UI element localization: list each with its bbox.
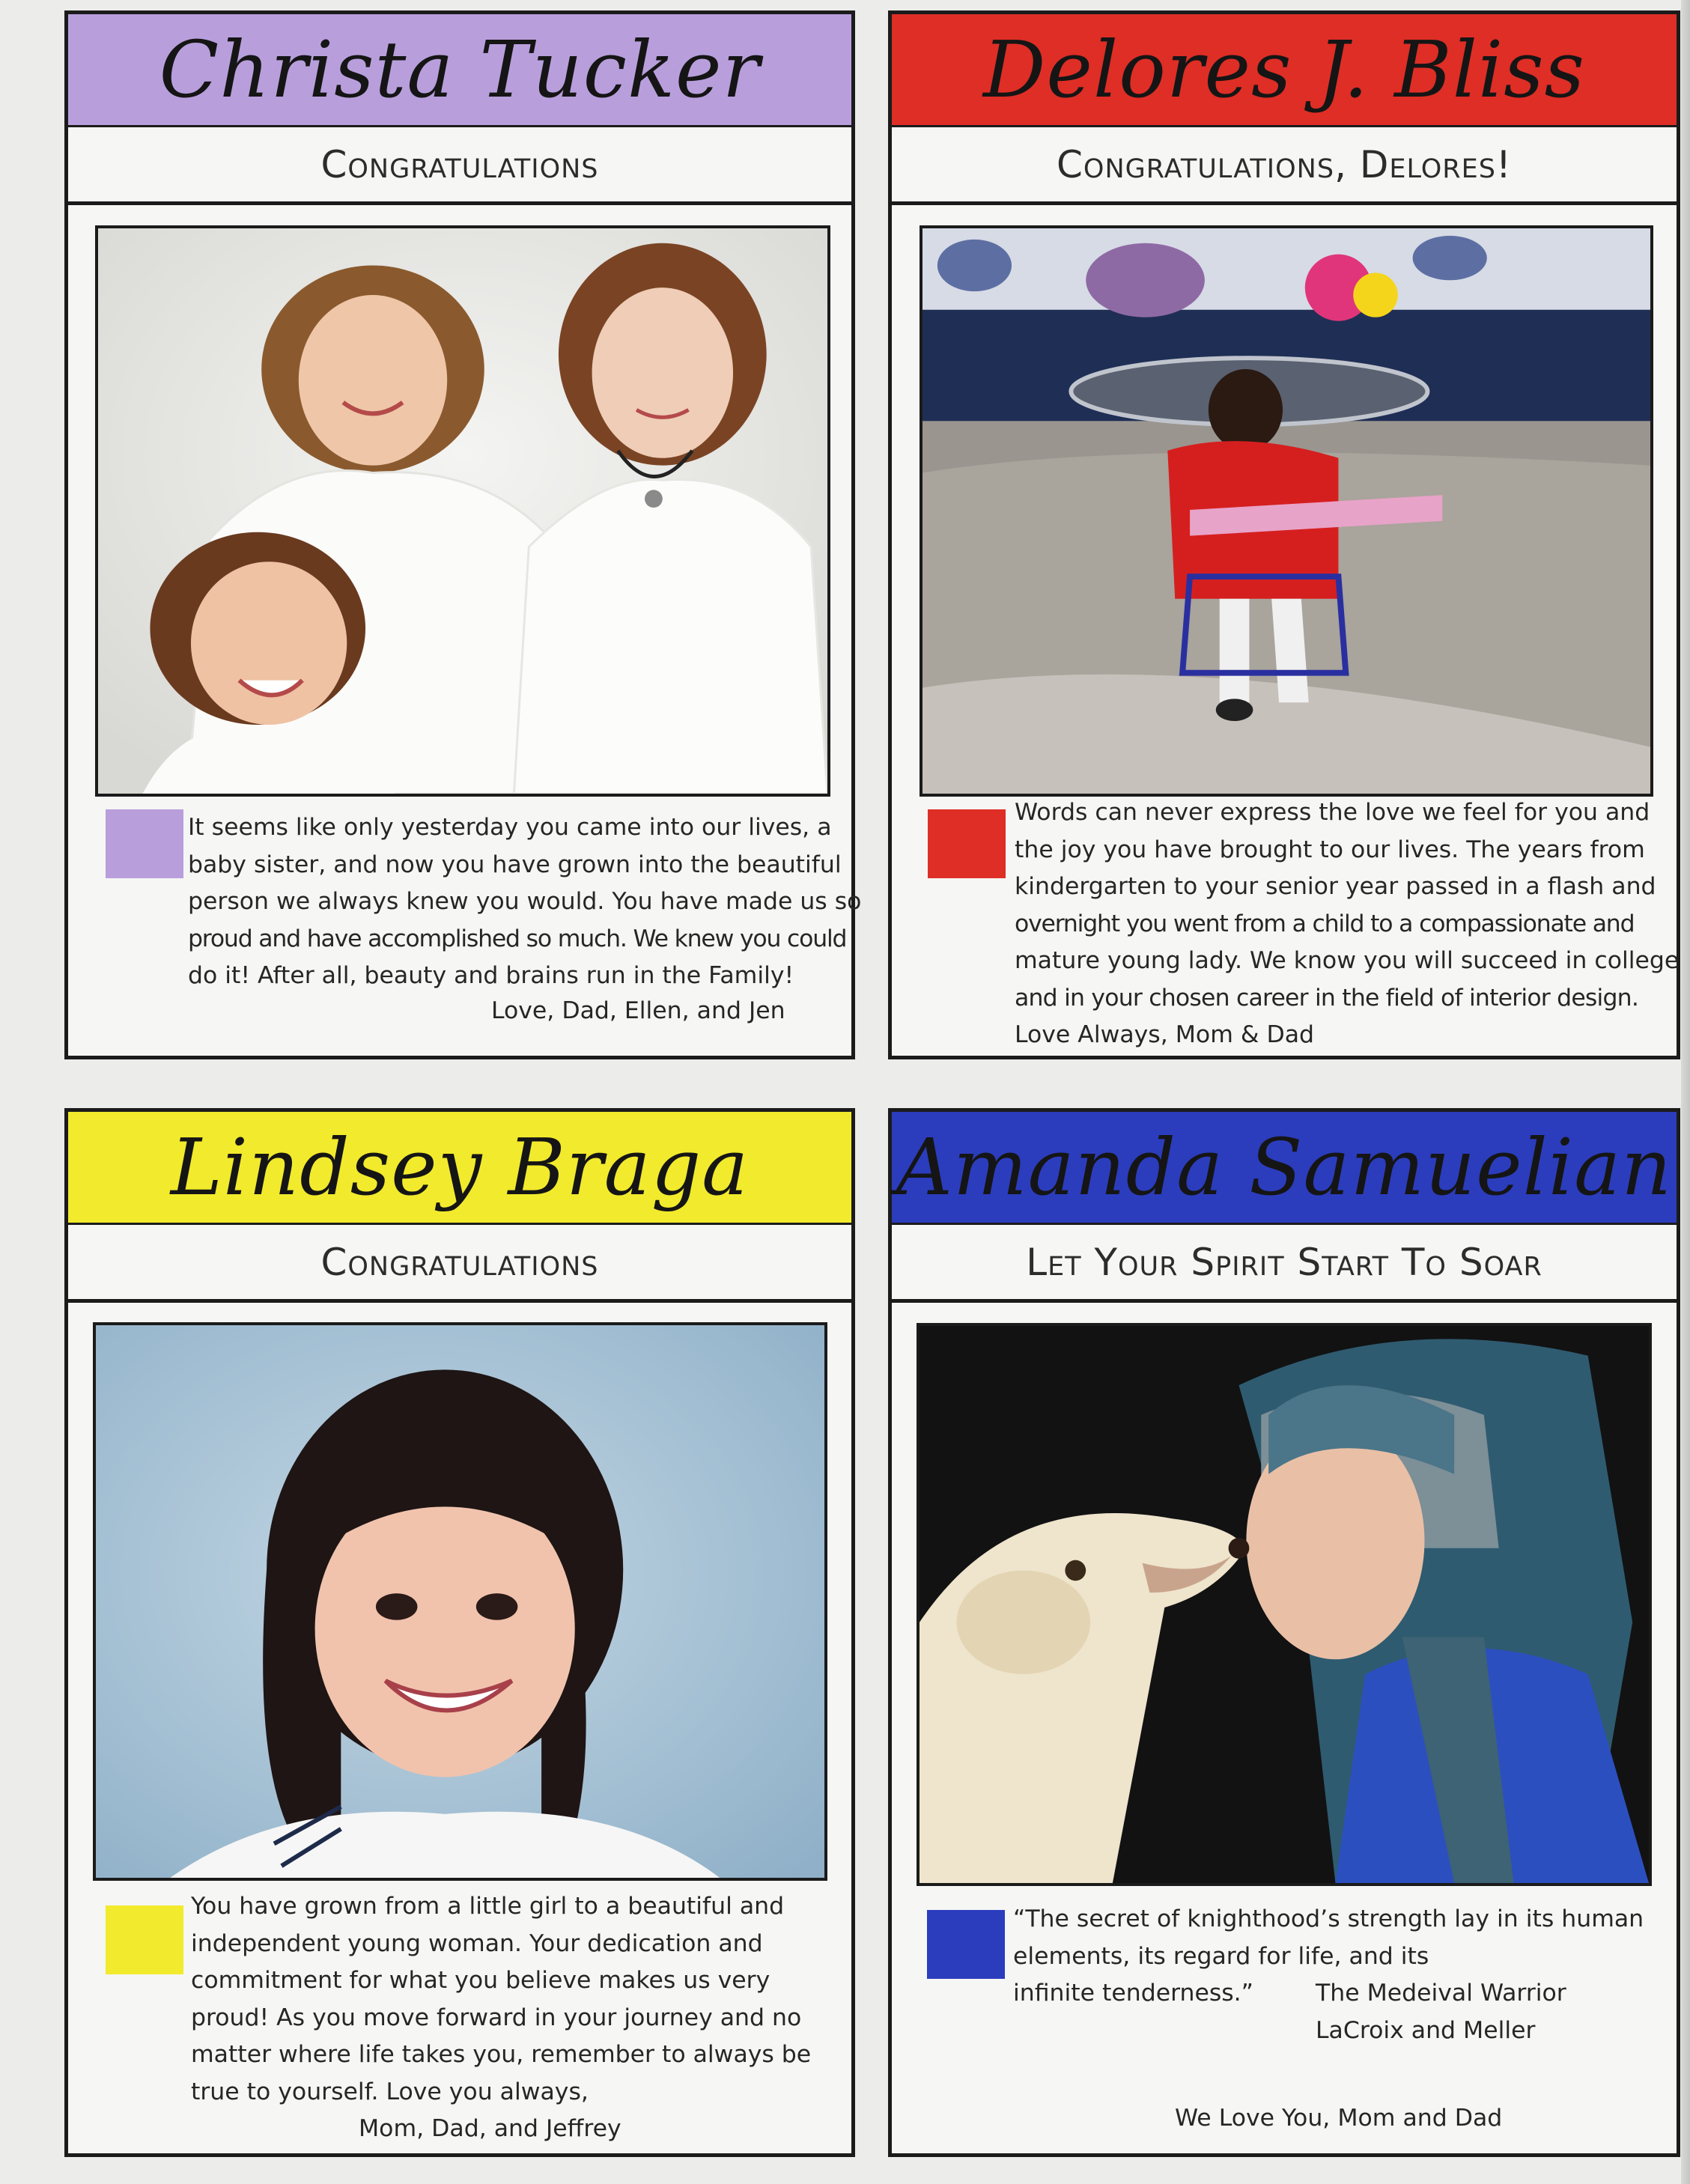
message-line: true to yourself. Love you always, xyxy=(191,2078,589,2105)
message-line: Love Always, Mom & Dad xyxy=(1015,1021,1315,1048)
message-line: You have grown from a little girl to a beautiful and xyxy=(191,1893,785,1920)
tribute-message xyxy=(191,1888,842,2111)
signature: Mom, Dad, and Jeffrey xyxy=(359,2115,621,2142)
name-banner xyxy=(68,14,851,127)
tribute-card-christa-tucker xyxy=(64,10,862,1059)
message-line: elements, its regard for life, and its xyxy=(1013,1942,1429,1970)
tribute-message xyxy=(188,809,862,995)
message-line: matter where life takes you, remember to always be xyxy=(191,2041,812,2068)
student-name: Amanda Samuelian xyxy=(896,1122,1673,1213)
tribute-message xyxy=(1015,794,1680,1054)
message-line: kindergarten to your senior year passed in a flash and xyxy=(1015,873,1656,900)
signature: Love, Dad, Ellen, and Jen xyxy=(491,997,785,1024)
message-line: proud and have accomplished so much. We knew you could xyxy=(188,925,847,952)
family-photo-illustration xyxy=(98,228,827,794)
message-line: Words can never express the love we feel for you and xyxy=(1015,799,1650,826)
message-line: “The secret of knighthood’s strength lay in its human xyxy=(1013,1905,1644,1932)
message-line: person we always knew you would. You have made us so xyxy=(188,888,862,915)
student-name: Lindsey Braga xyxy=(170,1122,750,1213)
message-line: and in your chosen career in the field of interior design. xyxy=(1015,984,1639,1012)
message-line: mature young lady. We know you will succeed in college xyxy=(1015,947,1680,974)
tribute-card-delores-j-bliss xyxy=(888,10,1680,1059)
attribution-line: LaCroix and Meller xyxy=(1316,2016,1536,2044)
tribute-card-amanda-samuelian xyxy=(888,1108,1680,2157)
message-line: proud! As you move forward in your journey and no xyxy=(191,2004,802,2031)
dog-kiss-photo-illustration xyxy=(920,1326,1649,1883)
dog-kiss-photo xyxy=(917,1323,1652,1886)
quote-attribution xyxy=(1316,1975,1660,2049)
name-banner xyxy=(892,1112,1677,1225)
message-line: the joy you have brought to our lives. The years from xyxy=(1015,836,1645,863)
message-line: baby sister, and now you have grown into the beautiful xyxy=(188,851,842,878)
tribute-card-lindsey-braga xyxy=(64,1108,855,2157)
toddler-photo-illustration xyxy=(922,228,1650,794)
card-subtitle: Congratulations xyxy=(68,127,851,205)
message-line: do it! After all, beauty and brains run in the Family! xyxy=(188,962,794,989)
message-line: overnight you went from a child to a compassionate and xyxy=(1015,910,1635,937)
family-photo xyxy=(95,225,830,797)
signature: We Love You, Mom and Dad xyxy=(1175,2105,1503,2132)
portrait-photo xyxy=(93,1322,827,1881)
card-subtitle: Congratulations xyxy=(68,1225,851,1303)
accent-swatch xyxy=(928,809,1006,878)
toddler-photo xyxy=(920,225,1653,797)
accent-swatch xyxy=(927,1910,1005,1979)
accent-swatch xyxy=(106,809,183,878)
page-edge-shadow xyxy=(1681,0,1690,2184)
message-line: It seems like only yesterday you came into our lives, a xyxy=(188,814,832,841)
name-banner xyxy=(892,14,1677,127)
attribution-line: The Medeival Warrior xyxy=(1316,1980,1566,2007)
message-line: infinite tenderness.” xyxy=(1013,1980,1253,2007)
portrait-photo-illustration xyxy=(96,1325,824,1878)
message-line: commitment for what you believe makes us very xyxy=(191,1967,770,1994)
card-subtitle: Let Your Spirit Start To Soar xyxy=(892,1225,1677,1303)
accent-swatch xyxy=(106,1905,183,1974)
message-line: independent young woman. Your dedication and xyxy=(191,1929,763,1957)
student-name: Delores J. Bliss xyxy=(983,24,1585,115)
student-name: Christa Tucker xyxy=(159,24,761,115)
card-subtitle: Congratulations, Delores! xyxy=(892,127,1677,205)
name-banner xyxy=(68,1112,851,1225)
